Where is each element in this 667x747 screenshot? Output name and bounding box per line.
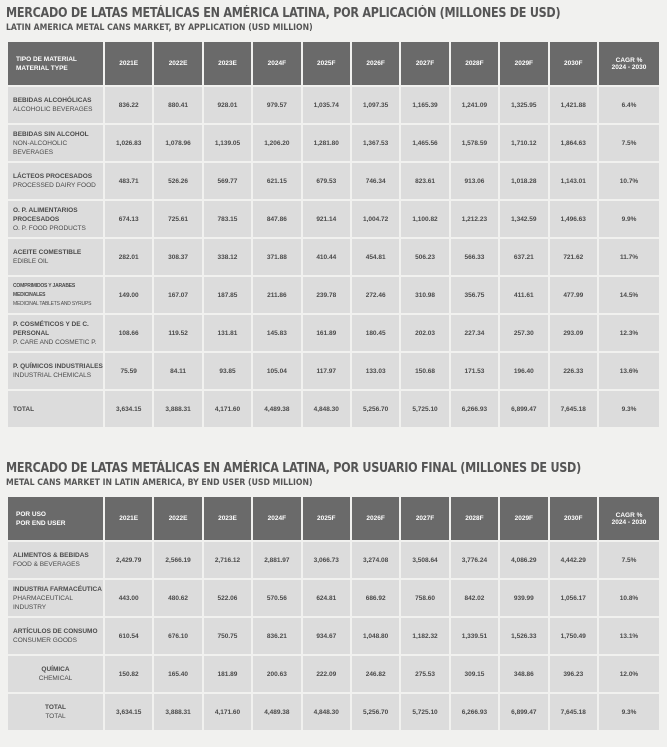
value-cell: 1,212.23 [451,201,498,237]
value-cell: 2,881.97 [253,542,300,578]
value-cell: 1,056.17 [550,580,597,616]
value-cell: 1,206.20 [253,125,300,161]
cagr-cell: 9.3% [599,391,659,427]
value-cell: 1,035.74 [303,87,350,123]
value-cell: 750.75 [204,618,251,654]
row-label-cell [8,618,103,654]
cagr-header-line2: 2024 - 2030 [611,518,647,526]
row-label-en: NON-ALCOHOLIC BEVERAGES [13,139,68,156]
value-cell: 6,266.93 [451,694,498,730]
value-cell: 356.75 [451,277,498,313]
year-header: 2027F [401,42,448,85]
value-cell: 1,496.63 [550,201,597,237]
cagr-cell: 11.7% [599,239,659,275]
cagr-cell: 13.6% [599,353,659,389]
application-table [6,40,661,429]
value-cell: 202.03 [401,315,448,351]
value-cell: 2,566.19 [154,542,201,578]
application-table-title: MERCADO DE LATAS METÁLICAS EN AMÉRICA LATINA, POR APLICACIÓN (MILLONES DE USD) [6,6,561,21]
table-row [8,125,659,161]
value-cell: 257.30 [500,315,547,351]
value-cell: 171.53 [451,353,498,389]
value-cell: 7,645.18 [550,694,597,730]
value-cell: 282.01 [105,239,152,275]
value-cell: 934.67 [303,618,350,654]
cagr-cell: 14.5% [599,277,659,313]
end-user-section [6,461,661,732]
table-row [8,353,659,389]
table-row [8,163,659,199]
value-cell: 348.86 [500,656,547,692]
value-cell: 836.22 [105,87,152,123]
year-header: 2023E [204,42,251,85]
year-header: 2028F [451,42,498,85]
value-cell: 842.02 [451,580,498,616]
value-cell: 483.71 [105,163,152,199]
cagr-header-line2: 2024 - 2030 [611,63,647,71]
value-cell: 150.82 [105,656,152,692]
row-label-es: O. P. ALIMENTARIOS PROCESADOS [13,206,78,223]
value-cell: 1,710.12 [500,125,547,161]
value-cell: 161.89 [303,315,350,351]
value-cell: 5,725.10 [401,694,448,730]
value-cell: 1,182.32 [401,618,448,654]
cagr-cell: 7.5% [599,542,659,578]
year-header: 2024F [253,42,300,85]
header-label-es: TIPO DE MATERIAL [16,55,77,63]
value-cell: 4,489.38 [253,391,300,427]
value-cell: 93.85 [204,353,251,389]
value-cell: 1,143.01 [550,163,597,199]
year-header: 2025F [303,42,350,85]
row-label-es: QUÍMICA [41,666,70,673]
header-label-es: POR USO [16,510,46,518]
value-cell: 836.21 [253,618,300,654]
table-row [8,618,659,654]
value-cell: 1,325.95 [500,87,547,123]
value-cell: 196.40 [500,353,547,389]
row-label-es: LÁCTEOS PROCESADOS [13,173,93,180]
year-header: 2021E [105,497,152,540]
cagr-cell: 13.1% [599,618,659,654]
table-row [8,277,659,313]
value-cell: 180.45 [352,315,399,351]
row-label-es: P. COSMÉTICOS Y DE C. PERSONAL [13,320,89,337]
row-label-es: INDUSTRIA FARMACÉUTICA [13,585,102,593]
header-label-en: MATERIAL TYPE [16,64,68,72]
value-cell: 758.60 [401,580,448,616]
cagr-header-line1: CAGR % [615,56,643,64]
row-label-en: TOTAL [45,713,66,720]
table-row [8,391,659,427]
value-cell: 338.12 [204,239,251,275]
value-cell: 165.40 [154,656,201,692]
value-cell: 275.53 [401,656,448,692]
value-cell: 411.61 [500,277,547,313]
row-label-cell [8,201,103,237]
year-header: 2029F [500,42,547,85]
value-cell: 1,578.59 [451,125,498,161]
value-cell: 187.85 [204,277,251,313]
row-label-cell [8,163,103,199]
value-cell: 1,139.05 [204,125,251,161]
row-label-es: TOTAL [13,405,35,413]
value-cell: 75.59 [105,353,152,389]
year-header: 2029F [500,497,547,540]
value-cell: 1,342.59 [500,201,547,237]
value-cell: 226.33 [550,353,597,389]
year-header: 2027F [401,497,448,540]
table-row [8,694,659,730]
row-label-en: EDIBLE OIL [13,258,49,265]
value-cell: 1,465.56 [401,125,448,161]
value-cell: 1,026.83 [105,125,152,161]
value-cell: 2,716.12 [204,542,251,578]
row-label-en: MEDICINAL TABLETS AND SYRUPS [13,300,92,307]
value-cell: 310.98 [401,277,448,313]
value-cell: 6,899.47 [500,694,547,730]
value-cell: 2,429.79 [105,542,152,578]
value-cell: 522.06 [204,580,251,616]
table-row [8,87,659,123]
row-label-es: ARTÍCULOS DE CONSUMO [13,628,98,635]
row-label-es: TOTAL [44,704,67,711]
cagr-cell: 12.0% [599,656,659,692]
year-header: 2023E [204,497,251,540]
cagr-header [599,497,659,540]
value-cell: 167.07 [154,277,201,313]
end-user-table-title: MERCADO DE LATAS METÁLICAS EN AMÉRICA LATINA, POR USUARIO FINAL (MILLONES DE USD) [6,461,581,476]
value-cell: 676.10 [154,618,201,654]
value-cell: 6,266.93 [451,391,498,427]
row-label-en: CONSUMER GOODS [13,637,77,644]
value-cell: 1,864.63 [550,125,597,161]
row-label-en: P. CARE AND COSMETIC P. [13,338,97,346]
row-label-cell [8,353,103,389]
value-cell: 145.83 [253,315,300,351]
value-cell: 1,018.28 [500,163,547,199]
value-cell: 1,100.82 [401,201,448,237]
value-cell: 4,489.38 [253,694,300,730]
end-user-table [6,495,661,732]
value-cell: 3,508.64 [401,542,448,578]
value-cell: 272.46 [352,277,399,313]
value-cell: 566.33 [451,239,498,275]
value-cell: 679.53 [303,163,350,199]
value-cell: 979.57 [253,87,300,123]
row-label-en: ALCOHOLIC BEVERAGES [13,106,93,113]
row-label-cell [8,277,103,313]
row-label-en: FOOD & BEVERAGES [13,561,80,568]
value-cell: 4,848.30 [303,391,350,427]
value-cell: 725.61 [154,201,201,237]
value-cell: 150.68 [401,353,448,389]
value-cell: 1,421.88 [550,87,597,123]
value-cell: 149.00 [105,277,152,313]
value-cell: 119.52 [154,315,201,351]
value-cell: 621.15 [253,163,300,199]
value-cell: 239.78 [303,277,350,313]
value-cell: 1,048.80 [352,618,399,654]
value-cell: 3,634.15 [105,391,152,427]
value-cell: 108.66 [105,315,152,351]
value-cell: 117.97 [303,353,350,389]
value-cell: 847.86 [253,201,300,237]
value-cell: 105.04 [253,353,300,389]
row-label-es: ACEITE COMESTIBLE [13,249,82,256]
row-label-cell [8,87,103,123]
value-cell: 1,526.33 [500,618,547,654]
year-header: 2022E [154,497,201,540]
value-cell: 131.81 [204,315,251,351]
value-cell: 928.01 [204,87,251,123]
value-cell: 3,066.73 [303,542,350,578]
row-label-cell [8,694,103,730]
row-label-en: O. P. FOOD PRODUCTS [13,224,86,232]
cagr-cell: 6.4% [599,87,659,123]
value-cell: 526.26 [154,163,201,199]
cagr-cell: 9.9% [599,201,659,237]
year-header: 2021E [105,42,152,85]
table-row [8,239,659,275]
value-cell: 133.03 [352,353,399,389]
value-cell: 309.15 [451,656,498,692]
table-row [8,315,659,351]
value-cell: 1,004.72 [352,201,399,237]
value-cell: 5,725.10 [401,391,448,427]
value-cell: 1,367.53 [352,125,399,161]
year-header: 2022E [154,42,201,85]
value-cell: 454.81 [352,239,399,275]
value-cell: 921.14 [303,201,350,237]
cagr-cell: 7.5% [599,125,659,161]
value-cell: 1,165.39 [401,87,448,123]
value-cell: 1,241.09 [451,87,498,123]
value-cell: 506.23 [401,239,448,275]
cagr-cell: 10.8% [599,580,659,616]
value-cell: 227.34 [451,315,498,351]
value-cell: 3,634.15 [105,694,152,730]
value-cell: 3,888.31 [154,391,201,427]
year-header: 2030F [550,42,597,85]
year-header: 2028F [451,497,498,540]
table-row [8,542,659,578]
application-table-header-row [8,42,659,85]
row-label-es: BEBIDAS SIN ALCOHOL [13,130,89,138]
row-label-cell [8,656,103,692]
header-label-cell [8,42,103,85]
value-cell: 211.86 [253,277,300,313]
row-label-en: PROCESSED DAIRY FOOD [13,182,96,189]
value-cell: 721.62 [550,239,597,275]
value-cell: 5,256.70 [352,391,399,427]
value-cell: 4,171.60 [204,694,251,730]
value-cell: 200.63 [253,656,300,692]
value-cell: 1,339.51 [451,618,498,654]
table-row [8,580,659,616]
value-cell: 610.54 [105,618,152,654]
value-cell: 4,086.29 [500,542,547,578]
value-cell: 569.77 [204,163,251,199]
value-cell: 939.99 [500,580,547,616]
value-cell: 3,776.24 [451,542,498,578]
row-label-cell [8,125,103,161]
value-cell: 480.62 [154,580,201,616]
year-header: 2030F [550,497,597,540]
value-cell: 410.44 [303,239,350,275]
value-cell: 443.00 [105,580,152,616]
row-label-en: CHEMICAL [38,675,73,682]
value-cell: 4,848.30 [303,694,350,730]
value-cell: 477.99 [550,277,597,313]
application-table-subtitle: LATIN AMERICA METAL CANS MARKET, BY APPLICATION (USD MILLION) [6,23,313,33]
application-section [6,6,661,429]
value-cell: 222.09 [303,656,350,692]
value-cell: 84.11 [154,353,201,389]
row-label-es: COMPRIMIDOS Y JARABES MEDICINALES [13,282,76,298]
value-cell: 396.23 [550,656,597,692]
value-cell: 1,097.35 [352,87,399,123]
value-cell: 308.37 [154,239,201,275]
value-cell: 5,256.70 [352,694,399,730]
value-cell: 637.21 [500,239,547,275]
cagr-header [599,42,659,85]
table-row [8,201,659,237]
row-label-es: P. QUÍMICOS INDUSTRIALES [13,363,103,370]
value-cell: 746.34 [352,163,399,199]
value-cell: 371.88 [253,239,300,275]
value-cell: 1,078.96 [154,125,201,161]
value-cell: 3,888.31 [154,694,201,730]
row-label-en: PHARMACEUTICAL INDUSTRY [13,594,73,611]
year-header: 2026F [352,42,399,85]
value-cell: 6,899.47 [500,391,547,427]
value-cell: 4,171.60 [204,391,251,427]
value-cell: 686.92 [352,580,399,616]
value-cell: 880.41 [154,87,201,123]
row-label-en: INDUSTRIAL CHEMICALS [13,372,92,379]
table-row [8,656,659,692]
cagr-cell: 12.3% [599,315,659,351]
end-user-table-header-row [8,497,659,540]
value-cell: 1,281.80 [303,125,350,161]
header-label-en: POR END USER [16,519,66,527]
value-cell: 913.06 [451,163,498,199]
value-cell: 783.15 [204,201,251,237]
row-label-es: ALIMENTOS & BEBIDAS [13,552,89,559]
value-cell: 570.56 [253,580,300,616]
year-header: 2024F [253,497,300,540]
value-cell: 624.81 [303,580,350,616]
end-user-table-subtitle: METAL CANS MARKET IN LATIN AMERICA, BY END USER (USD MILLION) [6,478,313,488]
row-label-cell [8,391,103,427]
value-cell: 823.61 [401,163,448,199]
cagr-header-line1: CAGR % [615,511,643,519]
value-cell: 7,645.18 [550,391,597,427]
year-header: 2026F [352,497,399,540]
row-label-cell [8,315,103,351]
row-label-cell [8,239,103,275]
value-cell: 674.13 [105,201,152,237]
row-label-cell [8,580,103,616]
header-label-cell [8,497,103,540]
value-cell: 1,750.49 [550,618,597,654]
cagr-cell: 10.7% [599,163,659,199]
row-label-es: BEBIDAS ALCOHÓLICAS [13,97,92,104]
value-cell: 246.82 [352,656,399,692]
year-header: 2025F [303,497,350,540]
value-cell: 293.09 [550,315,597,351]
cagr-cell: 9.3% [599,694,659,730]
value-cell: 181.89 [204,656,251,692]
value-cell: 4,442.29 [550,542,597,578]
row-label-cell [8,542,103,578]
value-cell: 3,274.08 [352,542,399,578]
